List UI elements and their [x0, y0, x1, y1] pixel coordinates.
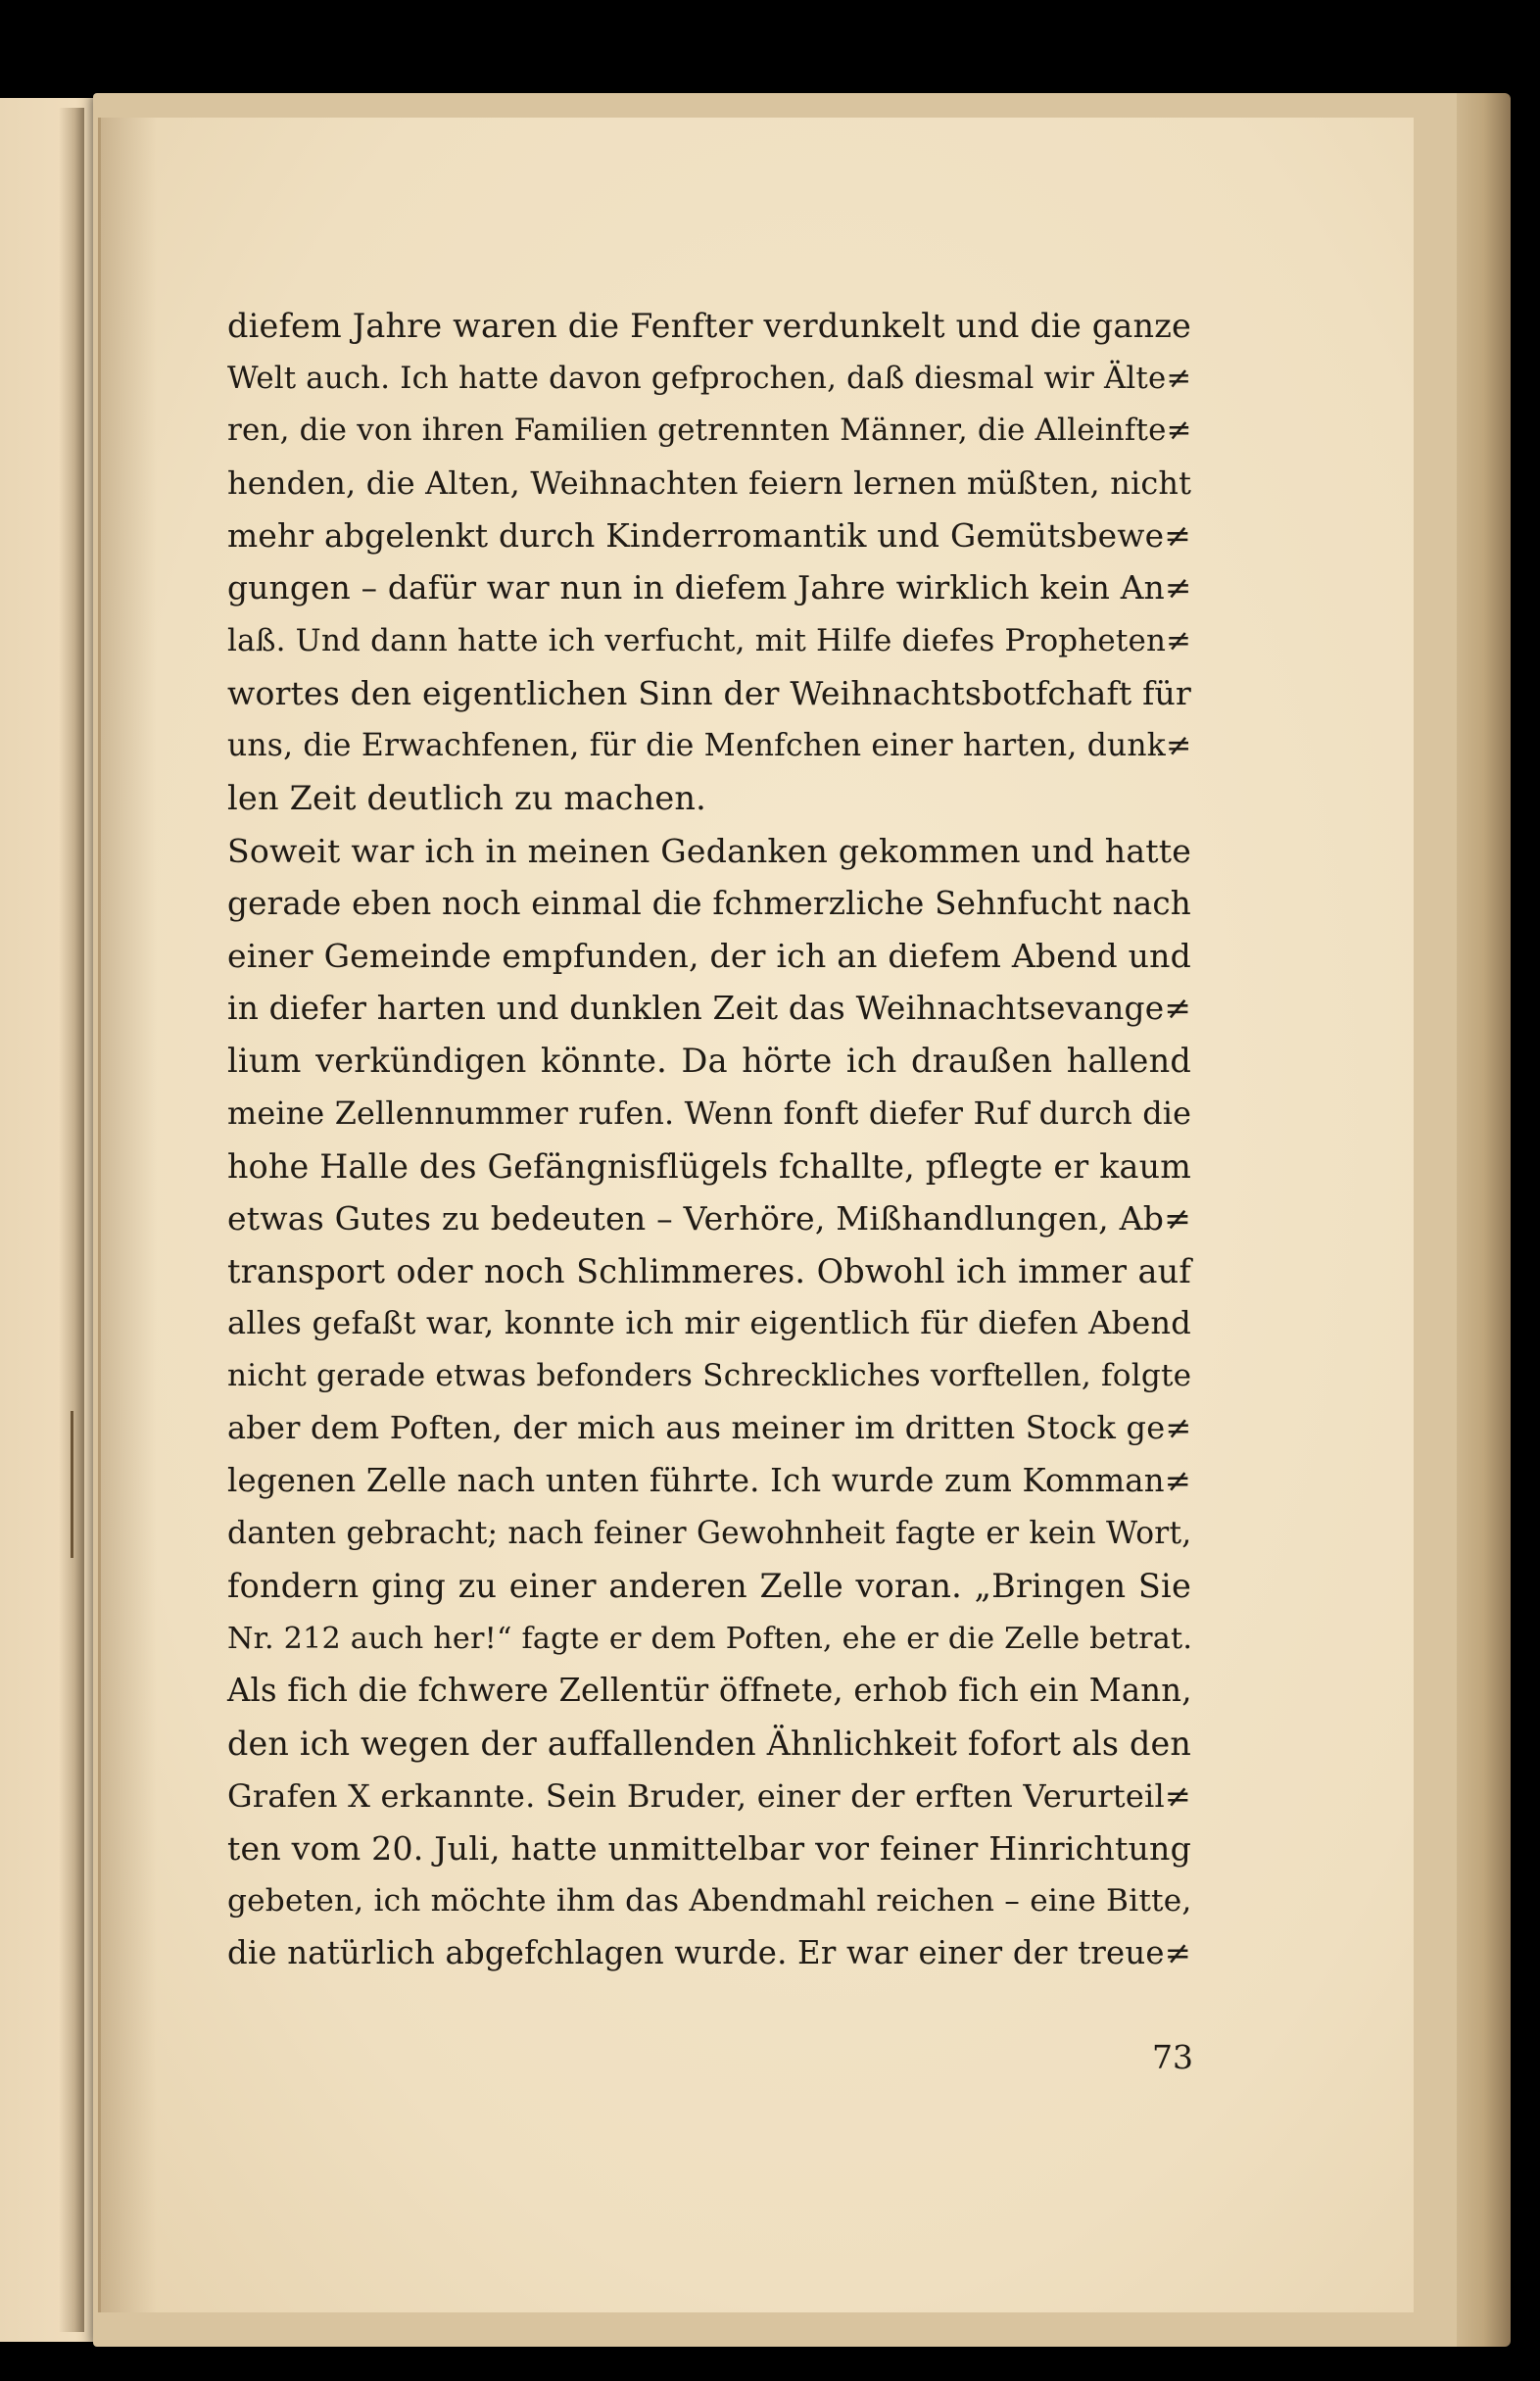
facing-page-edge	[0, 98, 108, 2342]
facing-page-shadow	[59, 108, 84, 2332]
text-line: mehr abgelenkt durch Kinderromantik und Gemütsbewe≠	[227, 516, 1191, 556]
binding-mark	[71, 1411, 73, 1558]
text-line: alles gefaßt war, konnte ich mir eigentlich für diefen Abend	[227, 1304, 1191, 1342]
text-line: Nr. 212 auch her!“ fagte er dem Poften, ehe er die Zelle betrat.	[227, 1621, 1193, 1656]
text-line: ren, die von ihren Familien getrennten Männer, die Alleinfte≠	[227, 413, 1192, 449]
text-line: etwas Gutes zu bedeuten – Verhöre, Mißhandlungen, Ab≠	[227, 1199, 1191, 1239]
book-board-edge	[1457, 93, 1511, 2347]
page-number: 73	[1152, 2038, 1193, 2076]
text-line: gungen – dafür war nun in diefem Jahre wirklich kein An≠	[227, 568, 1192, 607]
text-line: aber dem Poften, der mich aus meiner im dritten Stock ge≠	[227, 1409, 1192, 1447]
body-text	[227, 300, 1191, 1980]
text-line: gerade eben noch einmal die fchmerzliche Sehnfucht nach	[227, 884, 1191, 922]
text-line: ten vom 20. Juli, hatte unmittelbar vor feiner Hinrichtung	[227, 1829, 1191, 1869]
text-line: hohe Halle des Gefängnisflügels fchallte, pflegte er kaum	[227, 1146, 1191, 1186]
text-line: legenen Zelle nach unten führte. Ich wurde zum Komman≠	[227, 1462, 1191, 1500]
text-line: in diefer harten und dunklen Zeit das Weihnachtsevange≠	[227, 989, 1192, 1027]
text-line: Welt auch. Ich hatte davon gefprochen, daß diesmal wir Älte≠	[227, 360, 1192, 396]
text-line: henden, die Alten, Weihnachten feiern lernen müßten, nicht	[227, 463, 1192, 502]
text-line: die natürlich abgefchlagen wurde. Er war einer der treue≠	[227, 1934, 1191, 1972]
text-line: transport oder noch Schlimmeres. Obwohl ich immer auf	[227, 1251, 1191, 1290]
text-line: diefem Jahre waren die Fenfter verdunkelt und die ganze	[227, 307, 1191, 345]
text-line: fondern ging zu einer anderen Zelle voran. „Bringen Sie	[227, 1567, 1191, 1606]
text-line: lium verkündigen könnte. Da hörte ich draußen hallend	[227, 1042, 1191, 1081]
text-line: Grafen X erkannte. Sein Bruder, einer der erften Verurteil≠	[227, 1776, 1191, 1815]
text-line: einer Gemeinde empfunden, der ich an diefem Abend und	[227, 937, 1191, 976]
text-line: Als fich die fchwere Zellentür öffnete, erhob fich ein Mann,	[227, 1672, 1192, 1710]
text-line: gebeten, ich möchte ihm das Abendmahl reichen – eine Bitte,	[227, 1882, 1192, 1919]
text-line: danten gebracht; nach feiner Gewohnheit fagte er kein Wort,	[227, 1515, 1192, 1551]
text-line: wortes den eigentlichen Sinn der Weihnachtsbotfchaft für	[227, 674, 1192, 713]
text-line: Soweit war ich in meinen Gedanken gekommen und hatte	[227, 831, 1191, 870]
text-line: meine Zellennummer rufen. Wenn fonft diefer Ruf durch die	[227, 1093, 1192, 1132]
text-line: den ich wegen der auffallenden Ähnlichkeit fofort als den	[227, 1725, 1191, 1764]
gutter-shadow	[98, 118, 157, 2312]
text-line: nicht gerade etwas befonders Schreckliches vorftellen, folgte	[227, 1357, 1192, 1393]
text-line: uns, die Erwachfenen, für die Menfchen einer harten, dunk≠	[227, 727, 1192, 763]
text-line: len Zeit deutlich zu machen.	[227, 779, 707, 818]
text-line: laß. Und dann hatte ich verfucht, mit Hilfe diefes Propheten≠	[227, 622, 1192, 658]
